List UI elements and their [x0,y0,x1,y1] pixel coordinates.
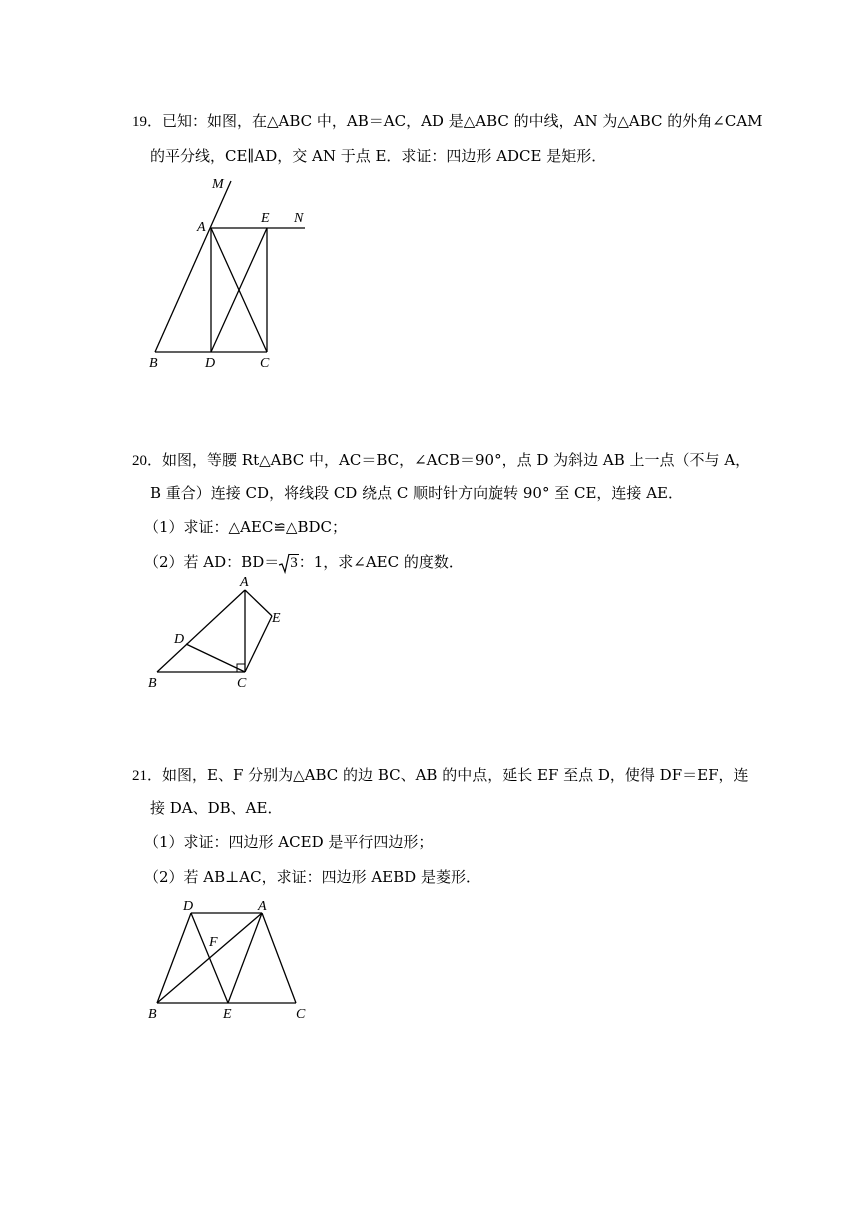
q19-line-2: 的平分线，CE∥AD，交 AN 于点 E．求证：四边形 ADCE 是矩形． [150,147,607,165]
q20-text-1: 如图，等腰 Rt△ABC 中，AC＝BC，∠ACB＝90°，点 D 为斜边 AB 上一点（不与 A， [162,451,751,469]
q21-line-AE [228,913,262,1003]
q19-label-E: E [261,211,270,226]
q21-line-AC [262,913,296,1003]
q21-line-BD [157,913,191,1003]
q20-label-E: E [272,611,281,626]
q19-label-A: A [197,220,206,235]
q21-number: 21． [132,768,163,784]
q21-part-2: （2）若 AB⊥AC，求证：四边形 AEBD 是菱形． [144,868,481,886]
q21-part-1: （1）求证：四边形 ACED 是平行四边形； [144,833,434,851]
q19-label-N: N [294,211,304,226]
q20-number: 20． [132,453,163,469]
q20-label-C: C [237,676,247,691]
q20-part-2-prefix: （2）若 AD：BD＝ [144,553,280,571]
q19-number: 19． [132,114,163,130]
q19-label-D: D [205,356,216,371]
q19-label-B: B [149,356,158,371]
q20-line-2: B 重合）连接 CD，将线段 CD 绕点 C 顺时针方向旋转 90° 至 CE，连接 AE． [150,484,683,502]
q21-line-2: 接 DA、DB、AE． [150,799,283,817]
sqrt-radicand: 3 [290,555,298,571]
q20-part-2-suffix: ：1，求∠AEC 的度数． [298,553,464,571]
q19-label-M: M [212,177,224,192]
q19-text-1: 已知：如图，在△ABC 中，AB＝AC，AD 是△ABC 的中线，AN 为△ABC 的外角∠CAM [162,112,763,130]
q20-label-A: A [240,575,249,590]
q20-label-D: D [174,632,185,647]
q21-label-D: D [183,899,194,914]
q21-label-B: B [148,1007,157,1022]
q21-label-E: E [223,1007,232,1022]
q20-label-B: B [148,676,157,691]
q21-text-1: 如图，E、F 分别为△ABC 的边 BC、AB 的中点，延长 EF 至点 D，使得 DF＝EF，连 [162,766,749,784]
q21-line-DE [191,913,228,1003]
q21-label-F: F [209,935,218,950]
q21-label-A: A [258,899,267,914]
q19-label-C: C [260,356,270,371]
q20-part-1: （1）求证：△AEC≌△BDC； [144,518,347,536]
q21-label-C: C [296,1007,306,1022]
